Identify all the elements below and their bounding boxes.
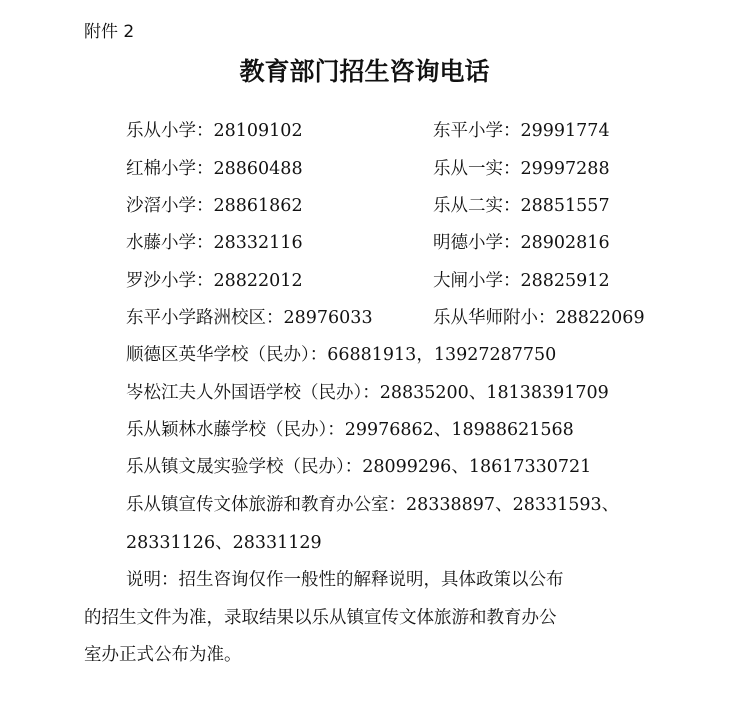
contact-entry: 乐从镇宣传文体旅游和教育办公室：28338897、28331593、 — [126, 495, 620, 515]
contact-entry: 乐从镇文晟实验学校（民办）：28099296、18617330721 — [126, 457, 592, 477]
contact-entry: 乐从华师附小：28822069 — [433, 308, 645, 328]
contact-entry: 红棉小学：28860488 — [126, 159, 303, 179]
contact-entry: 乐从二实：28851557 — [433, 196, 610, 216]
attachment-label: 附件 2 — [84, 22, 135, 42]
note-line: 的招生文件为准，录取结果以乐从镇宣传文体旅游和教育办公 — [84, 608, 557, 628]
contact-entry: 明德小学：28902816 — [433, 233, 610, 253]
contact-entry: 乐从一实：29997288 — [433, 159, 610, 179]
contact-entry: 沙滘小学：28861862 — [126, 196, 303, 216]
contact-entry: 水藤小学：28332116 — [126, 233, 303, 253]
note-line: 说明：招生咨询仅作一般性的解释说明，具体政策以公布 — [126, 570, 564, 590]
contact-entry: 大闸小学：28825912 — [433, 271, 610, 291]
contact-entry: 东平小学：29991774 — [433, 121, 610, 141]
contact-entry: 顺德区英华学校（民办）：66881913，13927287750 — [126, 345, 557, 365]
contact-entry: 东平小学路洲校区：28976033 — [126, 308, 373, 328]
contact-entry: 岑松江夫人外国语学校（民办）：28835200、18138391709 — [126, 383, 609, 403]
contact-entry: 乐从颖林水藤学校（民办）：29976862、18988621568 — [126, 420, 574, 440]
page-title: 教育部门招生咨询电话 — [239, 57, 490, 86]
contact-entry: 罗沙小学：28822012 — [126, 271, 303, 291]
contact-entry: 乐从小学：28109102 — [126, 121, 303, 141]
contact-entry-continued: 28331126、28331129 — [126, 533, 322, 553]
note-line: 室办正式公布为准。 — [84, 645, 242, 665]
